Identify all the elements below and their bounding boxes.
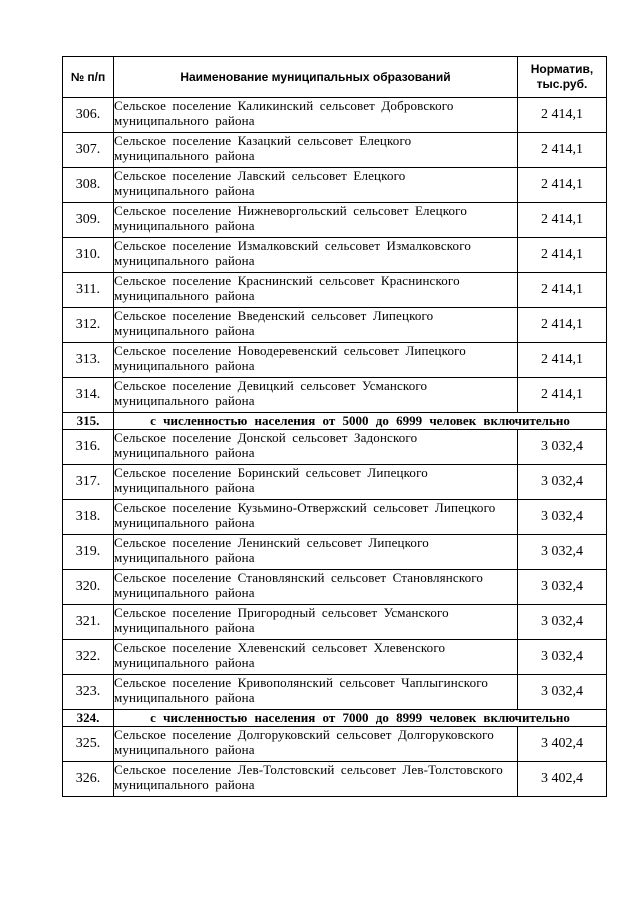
municipality-name <box>114 727 518 762</box>
normative-value: 3 032,4 <box>518 640 607 675</box>
table-row <box>63 727 607 762</box>
municipality-name-line1: Сельское поселение Долгоруковский сельсовет Долгоруковского <box>114 727 494 742</box>
municipality-name-line2: муниципального района <box>114 550 255 565</box>
municipality-name <box>114 343 518 378</box>
municipality-name-line1: Сельское поселение Измалковский сельсовет Измалковского <box>114 238 472 253</box>
row-number: 326. <box>63 762 114 797</box>
municipality-name-line2: муниципального района <box>114 777 255 792</box>
row-number: 322. <box>63 640 114 675</box>
row-number: 314. <box>63 378 114 413</box>
normative-value: 2 414,1 <box>518 343 607 378</box>
municipality-name-line1: Сельское поселение Каликинский сельсовет Добровского <box>114 98 454 113</box>
municipality-name-line2: муниципального района <box>114 480 255 495</box>
municipality-name <box>114 762 518 797</box>
normative-table <box>62 56 607 797</box>
section-heading: с численностью населения от 5000 до 6999 человек включительно <box>114 413 607 430</box>
table-row <box>63 605 607 640</box>
row-number: 318. <box>63 500 114 535</box>
normative-value: 2 414,1 <box>518 273 607 308</box>
municipality-name-line1: Сельское поселение Пригородный сельсовет Усманского <box>114 605 449 620</box>
municipality-name <box>114 640 518 675</box>
municipality-name-line1: Сельское поселение Лавский сельсовет Елецкого <box>114 168 406 183</box>
normative-value: 3 032,4 <box>518 675 607 710</box>
normative-value: 2 414,1 <box>518 98 607 133</box>
normative-value: 2 414,1 <box>518 133 607 168</box>
municipality-name-line2: муниципального района <box>114 742 255 757</box>
row-number: 315. <box>63 413 114 430</box>
municipality-name <box>114 168 518 203</box>
row-number: 321. <box>63 605 114 640</box>
municipality-name <box>114 465 518 500</box>
row-number: 312. <box>63 308 114 343</box>
table-row <box>63 430 607 465</box>
normative-value: 3 402,4 <box>518 762 607 797</box>
municipality-name-line2: муниципального района <box>114 655 255 670</box>
row-number: 324. <box>63 710 114 727</box>
row-number: 313. <box>63 343 114 378</box>
normative-value: 3 402,4 <box>518 727 607 762</box>
row-number: 323. <box>63 675 114 710</box>
table-row <box>63 378 607 413</box>
municipality-name-line2: муниципального района <box>114 323 255 338</box>
table-row <box>63 640 607 675</box>
normative-value: 2 414,1 <box>518 203 607 238</box>
municipality-name-line2: муниципального района <box>114 690 255 705</box>
row-number: 325. <box>63 727 114 762</box>
municipality-name-line1: Сельское поселение Лев-Толстовский сельсовет Лев-Толстовского <box>114 762 503 777</box>
municipality-name-line2: муниципального района <box>114 393 255 408</box>
municipality-name-line2: муниципального района <box>114 253 255 268</box>
normative-value: 3 032,4 <box>518 605 607 640</box>
row-number: 320. <box>63 570 114 605</box>
municipality-name-line1: Сельское поселение Краснинский сельсовет Краснинского <box>114 273 460 288</box>
normative-value: 2 414,1 <box>518 308 607 343</box>
row-number: 308. <box>63 168 114 203</box>
municipality-name-line2: муниципального района <box>114 288 255 303</box>
row-number: 310. <box>63 238 114 273</box>
normative-value: 3 032,4 <box>518 535 607 570</box>
section-row <box>63 413 607 430</box>
municipality-name <box>114 570 518 605</box>
municipality-name <box>114 273 518 308</box>
header-normative-line2: тыс.руб. <box>536 77 588 91</box>
header-number: № п/п <box>63 57 114 98</box>
municipality-name <box>114 605 518 640</box>
row-number: 316. <box>63 430 114 465</box>
table-row <box>63 308 607 343</box>
municipality-name-line1: Сельское поселение Донской сельсовет Задонского <box>114 430 418 445</box>
municipality-name-line1: Сельское поселение Введенский сельсовет Липецкого <box>114 308 434 323</box>
normative-value: 2 414,1 <box>518 378 607 413</box>
table-row <box>63 675 607 710</box>
header-normative <box>518 57 607 98</box>
table-row <box>63 133 607 168</box>
table-body <box>63 98 607 797</box>
municipality-name <box>114 238 518 273</box>
row-number: 311. <box>63 273 114 308</box>
row-number: 307. <box>63 133 114 168</box>
municipality-name-line2: муниципального района <box>114 620 255 635</box>
municipality-name <box>114 133 518 168</box>
section-heading: с численностью населения от 7000 до 8999 человек включительно <box>114 710 607 727</box>
table-row <box>63 98 607 133</box>
table-header <box>63 57 607 98</box>
normative-value: 3 032,4 <box>518 500 607 535</box>
table-row <box>63 762 607 797</box>
normative-value: 3 032,4 <box>518 570 607 605</box>
section-row <box>63 710 607 727</box>
table-row <box>63 535 607 570</box>
table-row <box>63 168 607 203</box>
municipality-name <box>114 203 518 238</box>
municipality-name <box>114 378 518 413</box>
municipality-name <box>114 535 518 570</box>
municipality-name-line1: Сельское поселение Становлянский сельсовет Становлянского <box>114 570 484 585</box>
municipality-name-line2: муниципального района <box>114 113 255 128</box>
row-number: 317. <box>63 465 114 500</box>
table-row <box>63 343 607 378</box>
municipality-name-line1: Сельское поселение Казацкий сельсовет Елецкого <box>114 133 412 148</box>
municipality-name-line2: муниципального района <box>114 183 255 198</box>
municipality-name-line1: Сельское поселение Новодеревенский сельсовет Липецкого <box>114 343 466 358</box>
row-number: 309. <box>63 203 114 238</box>
header-name: Наименование муниципальных образований <box>114 57 518 98</box>
municipality-name <box>114 308 518 343</box>
municipality-name-line2: муниципального района <box>114 358 255 373</box>
normative-value: 2 414,1 <box>518 168 607 203</box>
normative-value: 2 414,1 <box>518 238 607 273</box>
row-number: 319. <box>63 535 114 570</box>
municipality-name-line1: Сельское поселение Кривополянский сельсовет Чаплыгинского <box>114 675 489 690</box>
municipality-name-line1: Сельское поселение Ленинский сельсовет Липецкого <box>114 535 429 550</box>
municipality-name-line2: муниципального района <box>114 218 255 233</box>
municipality-name <box>114 675 518 710</box>
table-row <box>63 570 607 605</box>
table-row <box>63 273 607 308</box>
table-row <box>63 465 607 500</box>
row-number: 306. <box>63 98 114 133</box>
municipality-name-line2: муниципального района <box>114 515 255 530</box>
municipality-name-line1: Сельское поселение Хлевенский сельсовет Хлевенского <box>114 640 446 655</box>
normative-value: 3 032,4 <box>518 465 607 500</box>
municipality-name-line1: Сельское поселение Боринский сельсовет Липецкого <box>114 465 428 480</box>
municipality-name <box>114 500 518 535</box>
municipality-name-line1: Сельское поселение Нижневоргольский сельсовет Елецкого <box>114 203 467 218</box>
normative-value: 3 032,4 <box>518 430 607 465</box>
table-row <box>63 238 607 273</box>
municipality-name <box>114 430 518 465</box>
table-row <box>63 203 607 238</box>
header-normative-line1: Норматив, <box>530 62 594 76</box>
municipality-name-line1: Сельское поселение Кузьмино-Отвержский сельсовет Липецкого <box>114 500 496 515</box>
municipality-name-line2: муниципального района <box>114 585 255 600</box>
municipality-name-line2: муниципального района <box>114 148 255 163</box>
municipality-name-line1: Сельское поселение Девицкий сельсовет Усманского <box>114 378 428 393</box>
table-row <box>63 500 607 535</box>
municipality-name <box>114 98 518 133</box>
municipality-name-line2: муниципального района <box>114 445 255 460</box>
